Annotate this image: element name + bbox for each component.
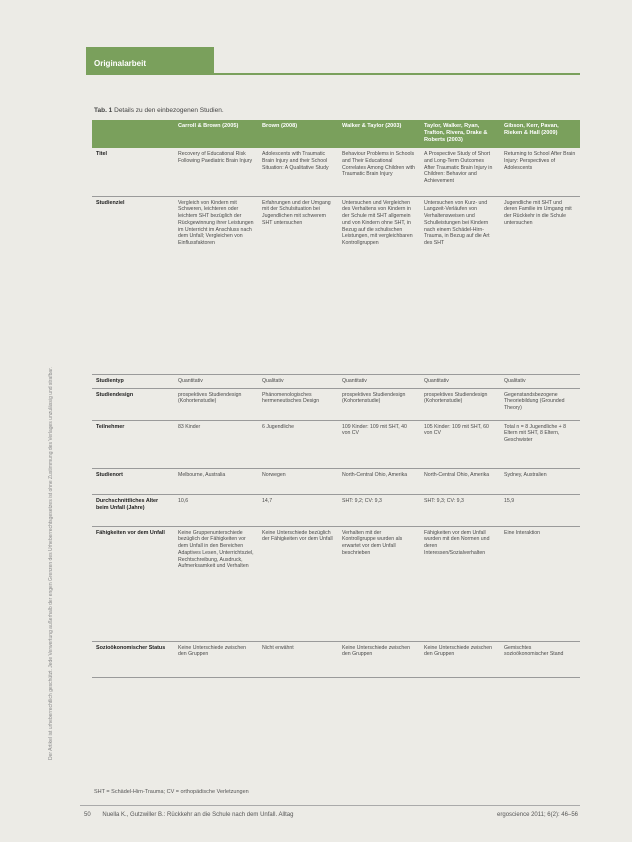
table-cell: Qualitativ bbox=[500, 374, 580, 388]
table-row bbox=[92, 420, 580, 468]
section-tab: Originalarbeit bbox=[86, 47, 214, 73]
footer-rule bbox=[80, 805, 580, 806]
row-header: Teilnehmer bbox=[92, 420, 174, 468]
table-caption bbox=[94, 107, 224, 114]
table-cell: Quantitativ bbox=[420, 374, 500, 388]
table-cell: Nicht erwähnt bbox=[258, 641, 338, 677]
table-cell: 15,9 bbox=[500, 494, 580, 526]
table-cell: Norwegen bbox=[258, 468, 338, 494]
table-header-cell: Brown (2008) bbox=[258, 120, 338, 148]
table-cell: A Prospective Study of Short and Long-Term Outcomes After Traumatic Brain Injury in Children: Behavior and Achievement bbox=[420, 148, 500, 196]
table-cell: Quantitativ bbox=[174, 374, 258, 388]
table-row bbox=[92, 196, 580, 374]
table-cell: North-Central Ohio, Amerika bbox=[338, 468, 420, 494]
table-cell: prospektives Studiendesign (Kohortenstudie) bbox=[338, 388, 420, 420]
table-cell: SHT: 9,2; CV: 9,3 bbox=[338, 494, 420, 526]
row-header: Fähigkeiten vor dem Unfall bbox=[92, 526, 174, 641]
table-header-cell: Gibson, Kerr, Pavan, Rieken & Hall (2009) bbox=[500, 120, 580, 148]
studies-table bbox=[92, 120, 580, 678]
table-row bbox=[92, 641, 580, 677]
table-cell: SHT: 9,3; CV: 9,3 bbox=[420, 494, 500, 526]
table-cell: 10,6 bbox=[174, 494, 258, 526]
table-cell: 105 Kinder: 109 mit SHT, 60 von CV bbox=[420, 420, 500, 468]
row-header: Sozioökonomischer Status bbox=[92, 641, 174, 677]
table-cell: Fähigkeiten vor dem Unfall wurden mit den Normen und deren Interessen/Sozialverhalten bbox=[420, 526, 500, 641]
table-cell: Sydney, Australien bbox=[500, 468, 580, 494]
table-cell: Keine Unterschiede zwischen den Gruppen bbox=[174, 641, 258, 677]
table-footnote: SHT = Schädel-Hirn-Trauma; CV = orthopädische Verletzungen bbox=[94, 789, 249, 795]
row-header: Studienziel bbox=[92, 196, 174, 374]
table-row bbox=[92, 388, 580, 420]
row-header: Studienort bbox=[92, 468, 174, 494]
table-cell: Phänomenologisches hermeneutisches Design bbox=[258, 388, 338, 420]
table-header-row bbox=[92, 120, 580, 148]
table-row bbox=[92, 526, 580, 641]
table-cell: Gegenstandsbezogene Theoriebildung (Grounded Theory) bbox=[500, 388, 580, 420]
table-header-cell: Carroll & Brown (2005) bbox=[174, 120, 258, 148]
section-rule bbox=[86, 73, 580, 75]
table-cell: Total n = 8 Jugendliche + 8 Eltern mit SHT, 8 Eltern, Geschwister bbox=[500, 420, 580, 468]
table-cell: 109 Kinder: 109 mit SHT, 40 von CV bbox=[338, 420, 420, 468]
table-row bbox=[92, 148, 580, 196]
table-row bbox=[92, 468, 580, 494]
footer-journal: ergoscience 2011; 6(2): 46–56 bbox=[497, 812, 578, 818]
table-cell: Gemischtes sozioökonomischer Stand bbox=[500, 641, 580, 677]
row-header: Studientyp bbox=[92, 374, 174, 388]
table-row bbox=[92, 494, 580, 526]
row-header: Titel bbox=[92, 148, 174, 196]
row-header: Studiendesign bbox=[92, 388, 174, 420]
table-cell: Returning to School After Brain Injury: Perspectives of Adolescents bbox=[500, 148, 580, 196]
table-cell: Keine Unterschiede zwischen den Gruppen bbox=[420, 641, 500, 677]
table-cell: Recovery of Educational Risk Following Paediatric Brain Injury bbox=[174, 148, 258, 196]
table-cell: Untersuchen von Kurz- und Langzeit-Verläufen von Verhaltensweisen und Schulleistungen bei Kindern nach einem Schädel-Hirn-Trauma, in Bezug auf die Art des SHT bbox=[420, 196, 500, 374]
table-cell: Adolescents with Traumatic Brain Injury and their School Situation: A Qualitative Study bbox=[258, 148, 338, 196]
side-copyright-note: Der Artikel ist urheberrechtlich geschützt. Jede Verwertung außerhalb der engen Grenzen des Urheberrechtsgesetzes ist ohne Zustimmung des Verlages unzulässig und strafbar. bbox=[48, 367, 54, 760]
table-cell: 83 Kinder bbox=[174, 420, 258, 468]
table-cell: Erfahrungen und der Umgang mit der Schulsituation bei Jugendlichen mit schwerem SHT untersuchen bbox=[258, 196, 338, 374]
row-header: Durchschnittliches Alter beim Unfall (Jahre) bbox=[92, 494, 174, 526]
page-number: 50 bbox=[84, 812, 91, 818]
table-cell: Eine Interaktion bbox=[500, 526, 580, 641]
table-cell: Behaviour Problems in Schools and Their Educational Correlates Among Children with Traumatic Brain Injury bbox=[338, 148, 420, 196]
table-cell: Vergleich von Kindern mit Schweren, leichteren oder leichtem SHT bezüglich der Rückgewinnung ihrer Leistungen im Unterricht im Anschluss nach dem Unfall; Vergleichen von Einflussfaktoren bbox=[174, 196, 258, 374]
table-cell: 6 Jugendliche bbox=[258, 420, 338, 468]
table-cell: Keine Unterschiede zwischen den Gruppen bbox=[338, 641, 420, 677]
table-header-cell: Taylor, Walker, Ryan, Trafton, Rivera, Drake & Roberts (2003) bbox=[420, 120, 500, 148]
footer-left bbox=[84, 812, 293, 818]
table-caption-label: Tab. 1 bbox=[94, 107, 113, 114]
table-cell: Keine Unterschiede bezüglich der Fähigkeiten vor dem Unfall bbox=[258, 526, 338, 641]
table-cell: Qualitativ bbox=[258, 374, 338, 388]
table-cell: prospektives Studiendesign (Kohortenstudie) bbox=[420, 388, 500, 420]
table-cell: Verhalten mit der Kontrollgruppe wurden als erwartet vor dem Unfall beschrieben bbox=[338, 526, 420, 641]
table-header-cell: Walker & Taylor (2003) bbox=[338, 120, 420, 148]
table-cell: Keine Gruppenunterschiede bezüglich der Fähigkeiten vor dem Unfall in den Bereichen Adaptives Lesen, Unterrichtsziel, Rechtschreibung, Ausdruck, Aufmerksamkeit und Verhalten bbox=[174, 526, 258, 641]
table-header-cell bbox=[92, 120, 174, 148]
table-cell: North-Central Ohio, Amerika bbox=[420, 468, 500, 494]
table-cell: Untersuchen und Vergleichen des Verhaltens von Kindern in der Schule mit SHT allgemein und von Kindern ohne SHT, in Bezug auf die schulischen Leistungen, mit vergleichbaren Kontrollgruppen bbox=[338, 196, 420, 374]
studies-table-wrap bbox=[92, 120, 580, 678]
table-cell: Melbourne, Australia bbox=[174, 468, 258, 494]
table-cell: Quantitativ bbox=[338, 374, 420, 388]
footer-citation: Nuella K., Gutzwiller B.: Rückkehr an die Schule nach dem Unfall. Alltag bbox=[102, 812, 294, 818]
table-row bbox=[92, 374, 580, 388]
table-caption-text: Details zu den einbezogenen Studien. bbox=[114, 107, 224, 114]
table-cell: prospektives Studiendesign (Kohortenstudie) bbox=[174, 388, 258, 420]
table-cell: 14,7 bbox=[258, 494, 338, 526]
table-cell: Jugendliche mit SHT und deren Familie im Umgang mit der Rückkehr in die Schule untersuchen bbox=[500, 196, 580, 374]
